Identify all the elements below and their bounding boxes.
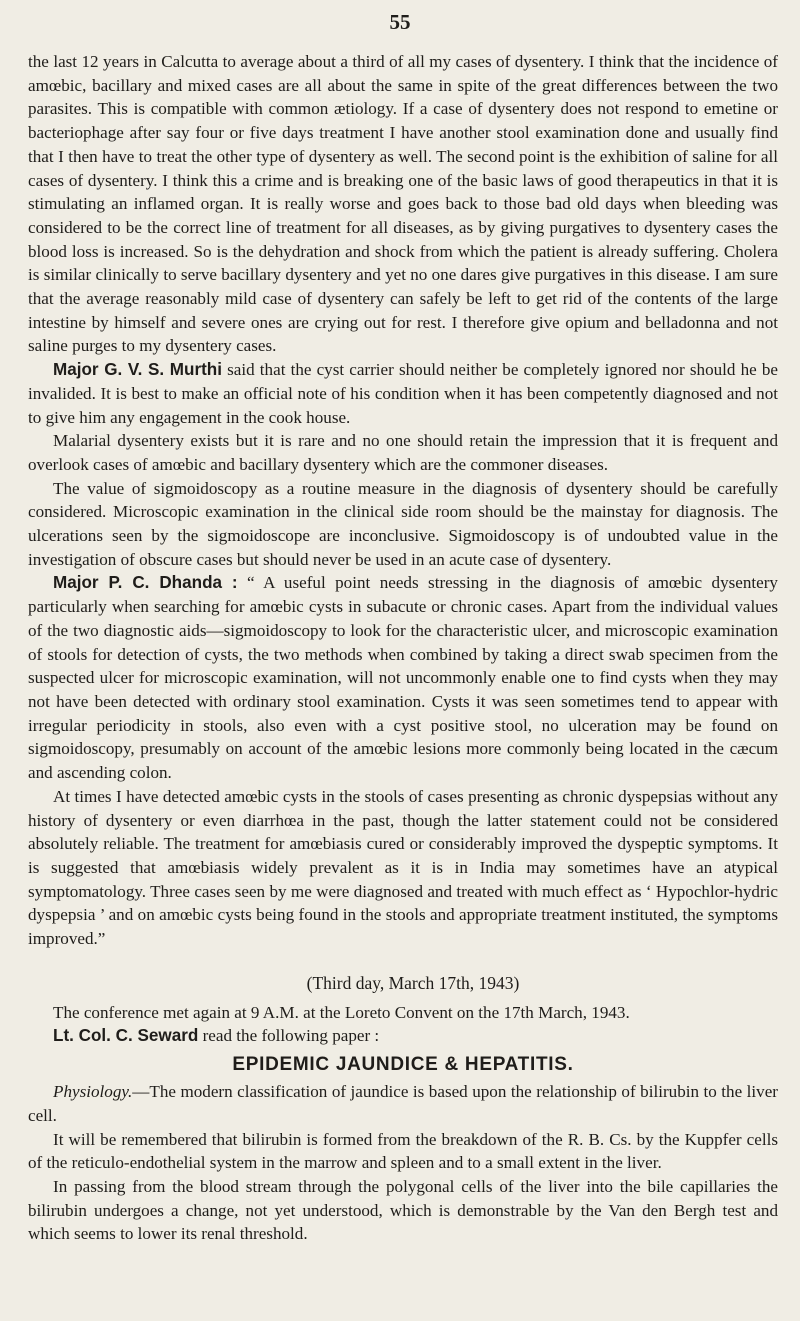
speaker-name: Lt. Col. C. Seward <box>53 1026 199 1046</box>
paragraph-1: the last 12 years in Calcutta to average about a third of all my cases of dysentery. I think that the incidence of amœbic, bacillary and mixed cases are all about the same in spite of the great differences between the two parasites. This is compatible with common ætiology. If a case of dysentery does not respond to emetine or bacteriophage after say four or five days treatment I have another stool examination done and usually find that I then have to treat the other type of dysentery as well. The second point is the exhibition of saline for all cases of dysentery. I think this a crime and is breaking one of the basic laws of good therapeutics in that it is stimulating an inflamed organ. It is really worse and goes back to those bad old days when bleeding was considered to be the correct line of treatment for all diseases, as by giving purgatives to dysentery cases the blood loss is increased. So is the dehydration and shock from which the patient is already suffering. Cholera is similar clinically to serve bacillary dysentery and yet no one dares give purgatives in this disease. I am sure that the average reasonably mild case of dysentery can safely be left to get rid of the contents of the large intestine by himself and severe ones are crying out for rest. I therefore give opium and belladonna and not saline purges to my dysentery cases. <box>28 52 778 356</box>
session-heading: (Third day, March 17th, 1943) <box>306 972 520 993</box>
page-number: 55 <box>389 10 411 34</box>
paragraph-text: “ A useful point needs stressing in the diagnosis of amœbic dysentery particularly when searching for amœbic cysts in subacute or chronic cases. Apart from the individual values of the two diagnostic aids—sigmoidoscopy to look for the characteristic ulcer, and microscopic examination of stools for detection of cysts, the two methods when combined by taking a direct swab specimen from the suspected ulcer for microscopic examination, will not uncommonly enable one to find cysts when they may not have been detected with ordinary stool examination. Cysts it was seen sometimes tend to appear with irregular periodicity in stools, also even with a cyst positive stool, no ulceration may be found on sigmoidoscopy, presumably on account of the amœbic lesions more commonly being located in the cæcum and ascending colon. <box>28 573 778 783</box>
speaker-name: Major P. C. Dhanda : <box>53 573 238 593</box>
paper-title: EPIDEMIC JAUNDICE & HEPATITIS. <box>232 1054 574 1076</box>
paragraph-10: It will be remembered that bilirubin is formed from the breakdown of the R. B. Cs. by the Kuppfer cells of the reticulo-endothelial system in the marrow and spleen and to a small extent in the liver. <box>28 1129 778 1173</box>
paragraph-text: read the following paper : <box>198 1026 380 1046</box>
paragraph-8 <box>28 1024 778 1048</box>
paragraph-9 <box>28 1080 778 1127</box>
paragraph-11: In passing from the blood stream through the polygonal cells of the liver into the bile capillaries the bilirubin undergoes a change, not yet understood, which is demonstrable by the Van den Bergh test and which seems to lower its renal threshold. <box>28 1176 778 1244</box>
paragraph-text: said that the cyst carrier should neither be completely ignored nor should he be invalided. It is best to make an official note of his condition when it has been competently diagnosed and not to give him any engagement in the cook house. <box>28 360 778 427</box>
speaker-name: Major G. V. S. Murthi <box>53 360 223 380</box>
paragraph-3: Malarial dysentery exists but it is rare and no one should retain the impression that it is frequent and overlook cases of amœbic and bacillary dysentery which are the commoner diseases. <box>28 431 778 474</box>
paragraph-4: The value of sigmoidoscopy as a routine measure in the diagnosis of dysentery should be carefully considered. Microscopic examination in the clinical side room should be the mainstay for diagnosis. The ulcerations seen by the sigmoidoscope are inconclusive. Sigmoidoscopy is of undoubted value in the investigation of obscure cases but should never be used in an acute case of dysentery. <box>28 478 778 569</box>
paragraph-7: The conference met again at 9 A.M. at the Loreto Convent on the 17th March, 1943. <box>53 1002 630 1022</box>
paragraph-2 <box>28 358 778 429</box>
paragraph-6: At times I have detected amœbic cysts in the stools of cases presenting as chronic dyspepsias without any history of dysentery or even diarrhœa in the past, though the latter statement could not be considered absolutely reliable. The treatment for amœbiasis cured or considerably improved the dyspeptic symptoms. It is suggested that amœbiasis widely prevalent as it is in India may sometimes have an atypical symptomatology. Three cases seen by me were diagnosed and treated with much effect as ‘ Hypochlor-hydric dyspepsia ’ and on amœbic cysts being found in the stools and appropriate treatment instituted, the symptoms improved.” <box>28 786 778 949</box>
paragraph-5 <box>28 571 778 784</box>
paragraph-text: —The modern classification of jaundice is based upon the relationship of bilirubin to the liver cell. <box>28 1082 778 1125</box>
section-lead: Physiology. <box>53 1082 133 1102</box>
